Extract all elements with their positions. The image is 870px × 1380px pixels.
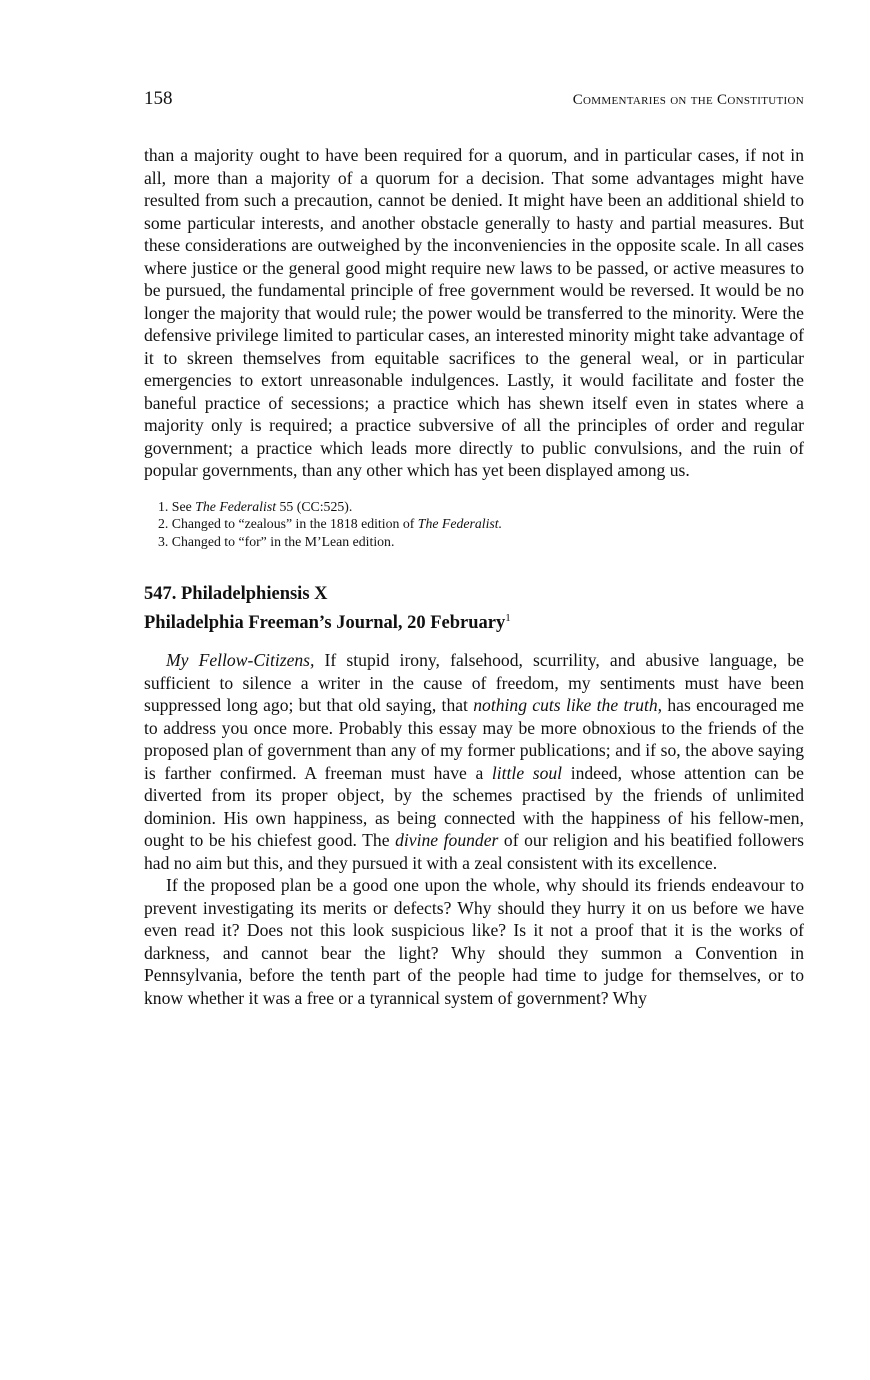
footnote-1: 1. See The Federalist 55 (CC:525). (158, 498, 353, 514)
article-paragraph-1: My Fellow-Citizens, If stupid irony, falsehood, scurrility, and abusive language, be sufficient to silence a writer in the cause of freedom, my sentiments must have been suppressed long ago; but that old saying, that nothing cuts like the truth, has encouraged me to address you once more. Probably this essay may be more obnoxious to the friends of the proposed plan of government than any of my former publications; and if so, the above saying is farther confirmed. A freeman must have a little soul indeed, whose attention can be diverted from its proper object, by the schemes practised by the friends of unlimited dominion. His own happiness, as being connected with the happiness of his fellow-men, ought to be his chiefest good. The divine founder of our religion and his beatified followers had no aim but this, and they pursued it with a zeal consistent with its excellence. (144, 650, 804, 873)
document-title: 547. Philadelphiensis X (144, 584, 328, 604)
page-header (144, 88, 804, 118)
footnotes (144, 498, 804, 551)
article-paragraph-2: If the proposed plan be a good one upon the whole, why should its friends endeavour to prevent investigating its merits or defects? Why should they hurry it on us before we have even read it? Does not this look suspicious like? Is it not a proof that it is the works of darkness, and cannot bear the light? Why should they summon a Convention in Pennsylvania, before the tenth part of the people had time to judge for themselves, or to know whether it was a free or a tyrannical system of government? Why (144, 875, 804, 1008)
document-source: Philadelphia Freeman’s Journal, 20 February$^1$ (144, 612, 511, 634)
article-body (144, 649, 804, 1009)
source-footnote-ref: 1 (505, 612, 511, 624)
running-head: Commentaries on the Constitution (572, 92, 804, 108)
footnote-2: 2. Changed to “zealous” in the 1818 edition of The Federalist. (158, 516, 503, 531)
continuation-text (144, 144, 804, 482)
continuation-paragraph: than a majority ought to have been required for a quorum, and in particular cases, if not in all, more than a majority of a quorum for a decision. That some advantages might have resulted from such a precaution, cannot be denied. It might have been an additional shield to some particular interests, and another obstacle generally to hasty and partial measures. But these considerations are outweighed by the inconveniencies in the opposite scale. In all cases where justice or the general good might require new laws to be passed, or active measures to be pursued, the fundamental principle of free government would be reversed. It would be no longer the majority that would rule; the power would be transferred to the minority. Were the defensive privilege limited to particular cases, an interested minority might take advantage of it to skreen themselves from equitable sacrifices to the general weal, or in particular emergencies to extort unreasonable indulgences. Lastly, it would facilitate and foster the baneful practice of secessions; a practice which has shewn itself even in states where a majority only is required; a practice subversive of all the principles of order and regular government; a practice which leads more directly to public convulsions, and the ruin of popular governments, than any other which has yet been displayed among us. (144, 145, 804, 480)
page (144, 88, 804, 1009)
footnote-3: 3. Changed to “for” in the M’Lean edition. (158, 533, 395, 549)
page-number: 158 (144, 88, 173, 109)
document-heading (144, 582, 804, 635)
